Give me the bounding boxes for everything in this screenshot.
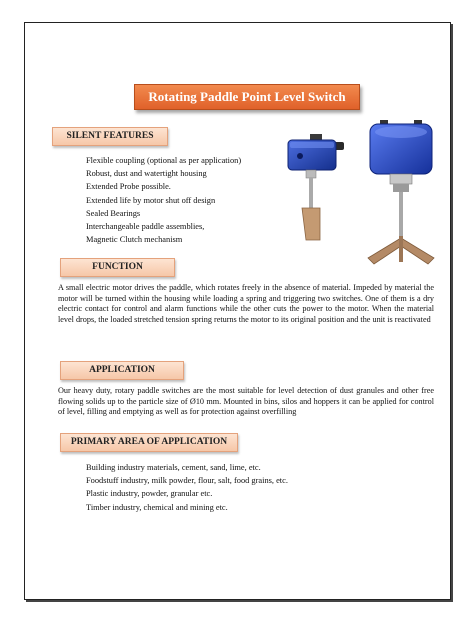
- page-title: Rotating Paddle Point Level Switch: [134, 84, 360, 110]
- list-item: Sealed Bearings: [86, 208, 141, 218]
- application-heading: APPLICATION: [60, 361, 184, 380]
- list-item: Extended life by motor shut off design: [86, 195, 216, 205]
- function-paragraph: A small electric motor drives the paddle, which rotates freely in the absence of material. Impeded by material the motor will be turned within the housing while loading a spring and triggering two switches. One of them is a dry electric contact for control and alarm functions while the other cuts the power to the motor. When the material level drops, the loaded stretched tension spring returns the motor to its original position and the unit is reactivated: [58, 283, 434, 325]
- paddle-switch-vane-image: [360, 118, 442, 270]
- list-item: Plastic industry, powder, granular etc.: [86, 489, 213, 499]
- list-item: Interchangeable paddle assemblies,: [86, 222, 205, 232]
- primary-area-list: [86, 461, 288, 514]
- silent-features-list: [86, 154, 241, 246]
- list-item: Flexible coupling (optional as per application): [86, 156, 242, 165]
- list-item: Extended Probe possible.: [86, 182, 171, 192]
- list-item: Foodstuff industry, milk powder, flour, salt, food grains, etc.: [86, 476, 288, 486]
- list-item: Building industry materials, cement, sand, lime, etc.: [86, 463, 261, 472]
- list-item: Timber industry, chemical and mining etc.: [86, 502, 228, 512]
- silent-features-heading: SILENT FEATURES: [52, 127, 168, 146]
- application-paragraph: Our heavy duty, rotary paddle switches are the most suitable for level detection of dust granules and other free flowing solids up to the particle size of Ø10 mm. Mounted in bins, silos and hoppers it can be applied for control of level, filling and emptying as well as for protection against overfilling: [58, 386, 434, 417]
- function-heading: FUNCTION: [60, 258, 175, 277]
- list-item: Robust, dust and watertight housing: [86, 169, 207, 179]
- primary-area-heading: PRIMARY AREA OF APPLICATION: [60, 433, 238, 452]
- list-item: Magnetic Clutch mechanism: [86, 235, 183, 245]
- paddle-switch-single-image: [280, 128, 352, 244]
